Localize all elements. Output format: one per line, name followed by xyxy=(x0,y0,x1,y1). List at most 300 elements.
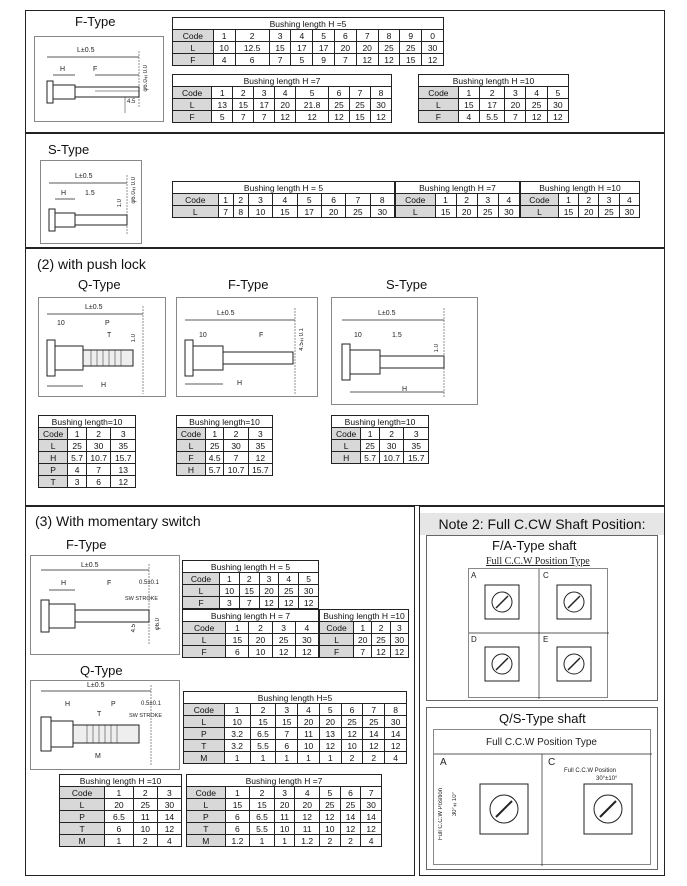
push-s-table xyxy=(331,415,429,464)
cell: 25 xyxy=(526,99,547,111)
cell: 30 xyxy=(385,716,407,728)
cell: 1 xyxy=(435,194,456,206)
cell: 4.5 xyxy=(205,452,223,464)
cell: 1 xyxy=(205,428,223,440)
table-row-code xyxy=(187,787,382,799)
cell: 1 xyxy=(218,194,233,206)
ftype-dim-phi: φ6.0±0.0 xyxy=(143,65,149,92)
cell: T xyxy=(184,740,225,752)
fa-label-c: C xyxy=(543,571,549,580)
cell: 25 xyxy=(349,99,370,111)
cell: Code xyxy=(60,787,105,799)
fa-shaft-caption: Full C.C.W Position Type xyxy=(486,556,590,567)
qs-angle-c: 30°±10° xyxy=(596,776,618,782)
cell: Code xyxy=(419,87,459,99)
mom-q-sw: SW STROKE xyxy=(129,713,163,719)
stype-dim-phi: φ6.0±0.0 xyxy=(131,177,137,204)
cell: 3 xyxy=(274,787,295,799)
cell: 3 xyxy=(248,428,272,440)
cell: 13 xyxy=(319,728,341,740)
table-header: Bushing length H =10 xyxy=(320,610,409,622)
push-s-dim-l: L±0.5 xyxy=(378,310,396,317)
table-row-p xyxy=(187,811,382,823)
cell: 7 xyxy=(356,30,378,42)
qs-shaft-title: Q/S-Type shaft xyxy=(499,711,586,726)
cell: 10.7 xyxy=(86,452,111,464)
cell: 1 xyxy=(274,835,295,847)
cell: 7 xyxy=(269,54,291,66)
push-f-dim-l: L±0.5 xyxy=(217,310,235,317)
cell: 17 xyxy=(254,99,275,111)
table-header: Bushing length H = 5 xyxy=(183,561,319,573)
table-row-f xyxy=(177,452,273,464)
cell: 14 xyxy=(157,811,181,823)
cell: 15 xyxy=(400,54,422,66)
table-header: Bushing length=10 xyxy=(177,416,273,428)
cell: 15 xyxy=(435,206,456,218)
cell: 1 xyxy=(68,428,87,440)
cell: 25 xyxy=(340,799,361,811)
cell: 10 xyxy=(133,823,157,835)
cell: 30 xyxy=(379,440,404,452)
cell: 5 xyxy=(296,87,329,99)
cell: 25 xyxy=(133,799,157,811)
cell: F xyxy=(183,597,220,609)
cell: 10 xyxy=(341,740,363,752)
table-row-f xyxy=(173,111,392,123)
cell: Code xyxy=(396,194,436,206)
cell: 1 xyxy=(224,752,250,764)
cell: 12 xyxy=(363,740,385,752)
cell: 5.7 xyxy=(68,452,87,464)
cell: 12 xyxy=(275,111,296,123)
ftype-table-h5 xyxy=(172,17,444,66)
table-header: Bushing length=10 xyxy=(39,416,136,428)
mom-q-dim-p: P xyxy=(111,701,116,708)
cell: 13 xyxy=(212,99,233,111)
table-row-l xyxy=(320,634,409,646)
push-f-drawing xyxy=(176,297,318,397)
cell: 25 xyxy=(599,206,619,218)
mom-q-drawing xyxy=(30,680,180,770)
ftype-title: F-Type xyxy=(75,14,116,29)
cell: 12 xyxy=(299,597,319,609)
cell: 1 xyxy=(105,835,134,847)
table-row-l xyxy=(396,206,520,218)
table-row-l xyxy=(332,440,429,452)
cell: H xyxy=(177,464,206,476)
cell: 5.5 xyxy=(250,823,275,835)
cell: 30 xyxy=(390,634,408,646)
cell: 8 xyxy=(378,30,400,42)
push-s-drawing xyxy=(331,297,478,405)
qs-label-c: C xyxy=(548,757,556,768)
cell: 4 xyxy=(385,752,407,764)
cell: 6 xyxy=(340,787,361,799)
cell: 4 xyxy=(526,87,547,99)
ftype-table-h10 xyxy=(418,74,569,123)
mom-f-dim-phi: φ6.0 xyxy=(155,618,161,631)
cell: 1.2 xyxy=(295,835,320,847)
cell: Code xyxy=(183,573,220,585)
cell: 1 xyxy=(354,622,372,634)
table-row-m xyxy=(184,752,407,764)
push-q-title: Q-Type xyxy=(78,277,121,292)
cell: 30 xyxy=(361,799,382,811)
cell: 3 xyxy=(390,622,408,634)
cell: L xyxy=(183,585,220,597)
stype-dim-10: 1.0 xyxy=(117,199,123,208)
stype-dim-h: H xyxy=(61,190,67,197)
cell: 7 xyxy=(224,452,248,464)
cell: 5 xyxy=(299,573,319,585)
cell: 3 xyxy=(220,597,240,609)
cell: 5 xyxy=(297,194,321,206)
push-q-dim-l: L±0.5 xyxy=(85,304,103,311)
cell: 4 xyxy=(275,87,296,99)
cell: 1 xyxy=(458,87,479,99)
table-header: Bushing length H =10 xyxy=(521,182,640,194)
cell: 6.5 xyxy=(250,811,275,823)
cell: 30 xyxy=(86,440,111,452)
push-s-dim-h: H xyxy=(402,386,408,393)
cell: 3 xyxy=(111,428,136,440)
cell: 15 xyxy=(233,99,254,111)
cell: M xyxy=(187,835,226,847)
table-header: Bushing length H =7 xyxy=(173,75,392,87)
mom-q-dim-l: L±0.5 xyxy=(87,682,105,689)
cell: 2 xyxy=(372,622,390,634)
cell: 12 xyxy=(272,646,295,658)
stype-table-h10 xyxy=(520,181,640,218)
push-f-table xyxy=(176,415,273,476)
cell: L xyxy=(39,440,68,452)
cell: 1 xyxy=(276,752,298,764)
cell: 20 xyxy=(579,206,599,218)
table-header: Bushing length H = 7 xyxy=(183,610,319,622)
cell: 1 xyxy=(213,30,235,42)
table-header: Bushing length H =10 xyxy=(60,775,182,787)
push-q-dim-10v: 1.0 xyxy=(131,334,137,343)
qs-side-text: Full C.C.W Position xyxy=(438,788,444,841)
cell: F xyxy=(183,646,226,658)
table-row-code xyxy=(177,428,273,440)
table-row-code xyxy=(60,787,182,799)
table-row-l xyxy=(173,99,392,111)
cell: 8 xyxy=(233,206,248,218)
mom-q-dim-t: T xyxy=(97,711,102,718)
cell: 6 xyxy=(225,811,250,823)
stype-drawing xyxy=(40,160,142,244)
cell: P xyxy=(184,728,225,740)
cell: 12 xyxy=(390,646,408,658)
cell: 7 xyxy=(233,111,254,123)
cell: F xyxy=(173,54,214,66)
table-header: Bushing length H =7 xyxy=(396,182,520,194)
cell: 30 xyxy=(224,440,248,452)
cell: 6 xyxy=(226,646,249,658)
cell: L xyxy=(60,799,105,811)
cell: 20 xyxy=(274,799,295,811)
cell: 3.2 xyxy=(224,740,250,752)
cell: 5 xyxy=(212,111,233,123)
cell: 30 xyxy=(422,42,444,54)
cell: 1 xyxy=(226,622,249,634)
cell: 10 xyxy=(224,716,250,728)
cell: F xyxy=(419,111,459,123)
cell: 25 xyxy=(279,585,299,597)
cell: 14 xyxy=(361,811,382,823)
cell: 25 xyxy=(329,99,350,111)
cell: 15 xyxy=(225,799,250,811)
cell: 12 xyxy=(372,646,390,658)
cell: 6.5 xyxy=(250,728,276,740)
cell: 25 xyxy=(378,42,400,54)
table-row-p xyxy=(39,464,136,476)
ftype-dim-h: H xyxy=(60,66,66,73)
cell: 7 xyxy=(349,87,370,99)
cell: 6 xyxy=(86,476,111,488)
push-q-dim-10: 10 xyxy=(57,320,65,327)
cell: 20 xyxy=(259,585,279,597)
cell: 25 xyxy=(68,440,87,452)
table-row-l xyxy=(173,42,444,54)
table-row-h xyxy=(39,452,136,464)
cell: 4 xyxy=(498,194,519,206)
cell: T xyxy=(187,823,226,835)
cell: 10 xyxy=(319,823,340,835)
cell: 5.5 xyxy=(250,740,276,752)
cell: 3 xyxy=(505,87,526,99)
cell: 2 xyxy=(133,787,157,799)
cell: 2 xyxy=(379,428,404,440)
cell: 4 xyxy=(295,622,318,634)
cell: 25 xyxy=(346,206,370,218)
cell: 15.7 xyxy=(404,452,429,464)
cell: 0 xyxy=(422,30,444,42)
cell: 7 xyxy=(86,464,111,476)
cell: F xyxy=(177,452,206,464)
table-header: Bushing length H =5 xyxy=(173,18,444,30)
table-row-h xyxy=(332,452,429,464)
cell: 17 xyxy=(313,42,335,54)
cell: 12 xyxy=(329,111,350,123)
table-header: Bushing length H =10 xyxy=(419,75,569,87)
table-row-h xyxy=(177,464,273,476)
mom-f-title: F-Type xyxy=(66,537,107,552)
cell: 6 xyxy=(276,740,298,752)
cell: 17 xyxy=(479,99,504,111)
cell: Code xyxy=(187,787,226,799)
table-row-code xyxy=(320,622,409,634)
cell: 35 xyxy=(111,440,136,452)
cell: 3 xyxy=(404,428,429,440)
cell: 2 xyxy=(319,835,340,847)
cell: 9 xyxy=(313,54,335,66)
cell: L xyxy=(419,99,459,111)
mom-f-sw-val: 0.5±0.1 xyxy=(139,580,159,586)
cell: 4 xyxy=(273,194,297,206)
cell: 4 xyxy=(157,835,181,847)
push-f-title: F-Type xyxy=(228,277,269,292)
table-row-l xyxy=(177,440,273,452)
cell: 20 xyxy=(105,799,134,811)
cell: 1 xyxy=(298,752,320,764)
push-q-dim-p: P xyxy=(105,320,110,327)
cell: 4 xyxy=(295,787,320,799)
cell: 25 xyxy=(400,42,422,54)
push-q-dim-t: T xyxy=(107,332,112,339)
cell: 25 xyxy=(272,634,295,646)
cell: 15 xyxy=(269,42,291,54)
stype-table-h7 xyxy=(395,181,520,218)
table-row-code xyxy=(39,428,136,440)
cell: 10 xyxy=(298,740,320,752)
cell: 3 xyxy=(254,87,275,99)
cell: 14 xyxy=(363,728,385,740)
cell: 3 xyxy=(248,194,272,206)
table-row-code xyxy=(396,194,520,206)
cell: 30 xyxy=(619,206,639,218)
cell: 2 xyxy=(250,787,275,799)
cell: 5 xyxy=(547,87,568,99)
table-row-l xyxy=(187,799,382,811)
cell: 1.2 xyxy=(225,835,250,847)
push-f-dim-h: H xyxy=(237,380,243,387)
table-row-code xyxy=(173,194,395,206)
mom-f-table-h10 xyxy=(319,609,409,658)
fa-label-e: E xyxy=(543,635,549,644)
cell: 20 xyxy=(356,42,378,54)
cell: 30 xyxy=(498,206,519,218)
ftype-dim-l: L±0.5 xyxy=(77,47,95,54)
push-f-dim-10: 10 xyxy=(199,332,207,339)
cell: 25 xyxy=(341,716,363,728)
cell: 30 xyxy=(299,585,319,597)
cell: 2 xyxy=(86,428,111,440)
table-row-t xyxy=(60,823,182,835)
table-row-m xyxy=(187,835,382,847)
cell: 12 xyxy=(526,111,547,123)
cell: 2 xyxy=(233,87,254,99)
cell: 5 xyxy=(313,30,335,42)
cell: 12 xyxy=(296,111,329,123)
fa-shaft-diagram xyxy=(469,569,609,699)
cell: 20 xyxy=(354,634,372,646)
push-s-dim-10v: 1.0 xyxy=(434,344,440,353)
table-row-code xyxy=(521,194,640,206)
cell: 10 xyxy=(248,206,272,218)
table-row-l xyxy=(39,440,136,452)
cell: P xyxy=(187,811,226,823)
cell: L xyxy=(173,206,219,218)
cell: 5.7 xyxy=(205,464,223,476)
cell: 2 xyxy=(239,573,259,585)
push-f-dim-45: 4.5±0.1 xyxy=(299,328,305,351)
cell: 25 xyxy=(361,440,380,452)
cell: F xyxy=(320,646,354,658)
cell: 30 xyxy=(370,99,391,111)
mom-q-title: Q-Type xyxy=(80,663,123,678)
cell: 10 xyxy=(274,823,295,835)
cell: 17 xyxy=(291,42,313,54)
cell: 7 xyxy=(346,194,370,206)
fa-label-a: A xyxy=(471,571,477,580)
table-row-l xyxy=(183,585,319,597)
qs-label-a: A xyxy=(440,757,447,768)
mom-f-diagram xyxy=(31,556,181,656)
cell: Code xyxy=(521,194,559,206)
cell: 2 xyxy=(579,194,599,206)
mom-f-dim-h: H xyxy=(61,580,67,587)
table-row-code xyxy=(173,30,444,42)
cell: 2 xyxy=(341,752,363,764)
table-header: Bushing length=10 xyxy=(332,416,429,428)
table-header: Bushing length H =7 xyxy=(187,775,382,787)
mom-q-dim-m: M xyxy=(95,753,101,760)
fa-shaft-title: F/A-Type shaft xyxy=(492,538,577,553)
cell: 3 xyxy=(269,30,291,42)
mom-f-dim-l: L±0.5 xyxy=(81,562,99,569)
cell: 12 xyxy=(157,823,181,835)
cell: L xyxy=(177,440,206,452)
cell: 7 xyxy=(354,646,372,658)
mom-q-table-h5 xyxy=(183,691,407,764)
cell: 8 xyxy=(385,704,407,716)
mom-q-table-h10 xyxy=(59,774,182,847)
push-s-title: S-Type xyxy=(386,277,428,292)
mom-f-table-h7 xyxy=(182,609,319,658)
mom-q-table-h7 xyxy=(186,774,382,847)
table-row-code xyxy=(183,622,319,634)
cell: 3.2 xyxy=(224,728,250,740)
cell: 21.8 xyxy=(296,99,329,111)
cell: 7 xyxy=(505,111,526,123)
cell: L xyxy=(173,99,212,111)
cell: 35 xyxy=(248,440,272,452)
qs-shaft-caption: Full C.C.W Position Type xyxy=(486,737,597,748)
cell: 15.7 xyxy=(111,452,136,464)
cell: 7 xyxy=(361,787,382,799)
mom-f-dim-45: 4.5 xyxy=(131,624,137,633)
cell: 12 xyxy=(547,111,568,123)
cell: 4 xyxy=(361,835,382,847)
cell: 12 xyxy=(295,811,320,823)
cell: 17 xyxy=(297,206,321,218)
cell: 4 xyxy=(279,573,299,585)
qs-shaft-diagram xyxy=(434,730,652,866)
cell: 15.7 xyxy=(248,464,272,476)
cell: 2 xyxy=(456,194,477,206)
cell: 7 xyxy=(254,111,275,123)
cell: 3 xyxy=(272,622,295,634)
cell: 1 xyxy=(558,194,578,206)
table-row-f xyxy=(173,54,444,66)
cell: 30 xyxy=(547,99,568,111)
cell: 4 xyxy=(619,194,639,206)
table-header: Bushing length H=5 xyxy=(184,692,407,704)
table-row-l xyxy=(184,716,407,728)
mom-f-sw: SW STROKE xyxy=(125,596,159,602)
cell: Code xyxy=(320,622,354,634)
cell: 12 xyxy=(111,476,136,488)
qs-shaft-drawing xyxy=(433,729,651,865)
stype-dim-15: 1.5 xyxy=(85,190,95,197)
cell: 1 xyxy=(105,787,134,799)
cell: 5 xyxy=(291,54,313,66)
mom-q-dim-h: H xyxy=(65,701,71,708)
cell: 1 xyxy=(250,752,276,764)
